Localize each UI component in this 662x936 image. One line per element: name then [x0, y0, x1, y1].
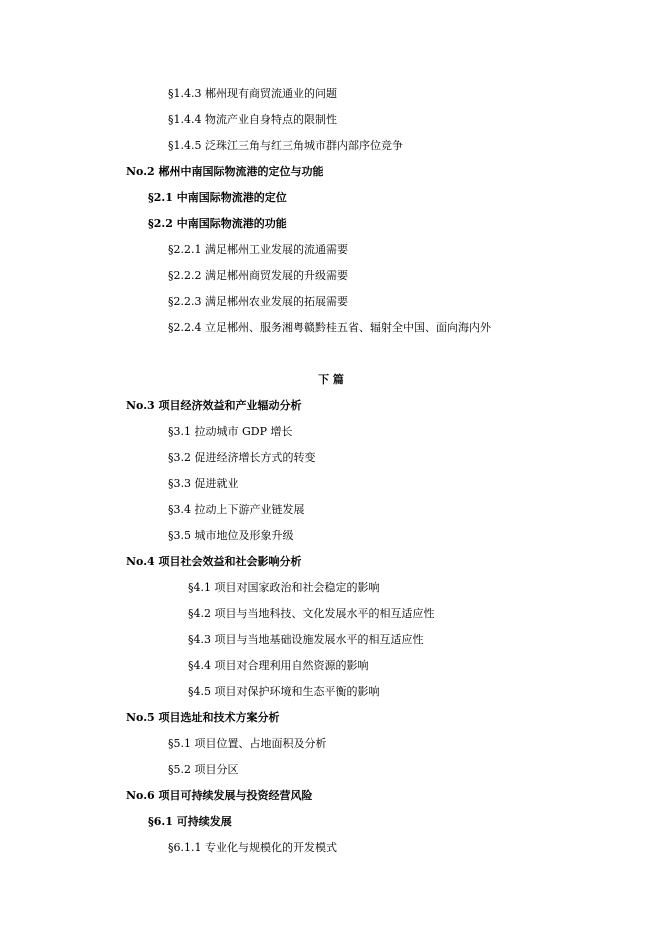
- toc-chapter-3[interactable]: No.3 项目经济效益和产业辐动分析: [126, 399, 302, 412]
- toc-entry-2-2-3[interactable]: §2.2.3 满足郴州农业发展的拓展需要: [168, 295, 348, 308]
- toc-entry-1-4-5[interactable]: §1.4.5 泛珠江三角与红三角城市群内部序位竞争: [168, 139, 403, 152]
- toc-entry-3-4[interactable]: §3.4 拉动上下游产业链发展: [168, 503, 305, 516]
- toc-entry-1-4-3[interactable]: §1.4.3 郴州现有商贸流通业的问题: [168, 87, 337, 100]
- toc-entry-2-2-2[interactable]: §2.2.2 满足郴州商贸发展的升级需要: [168, 269, 348, 282]
- toc-entry-1-4-4[interactable]: §1.4.4 物流产业自身特点的限制性: [168, 113, 337, 126]
- toc-entry-2-2-1[interactable]: §2.2.1 满足郴州工业发展的流通需要: [168, 243, 348, 256]
- toc-chapter-5[interactable]: No.5 项目选址和技术方案分析: [126, 711, 280, 724]
- toc-entry-4-3[interactable]: §4.3 项目与当地基础设施发展水平的相互适应性: [188, 633, 424, 646]
- part-heading: 下 篇: [318, 373, 344, 386]
- toc-section-6-1[interactable]: §6.1 可持续发展: [148, 815, 232, 828]
- toc-section-2-1[interactable]: §2.1 中南国际物流港的定位: [148, 191, 287, 204]
- toc-entry-4-5[interactable]: §4.5 项目对保护环境和生态平衡的影响: [188, 685, 380, 698]
- toc-entry-3-3[interactable]: §3.3 促进就业: [168, 477, 239, 490]
- toc-entry-2-2-4[interactable]: §2.2.4 立足郴州、服务湘粤赣黔桂五省、辐射全中国、面向海内外: [168, 321, 491, 334]
- toc-entry-3-2[interactable]: §3.2 促进经济增长方式的转变: [168, 451, 316, 464]
- toc-chapter-4[interactable]: No.4 项目社会效益和社会影响分析: [126, 555, 302, 568]
- toc-entry-4-2[interactable]: §4.2 项目与当地科技、文化发展水平的相互适应性: [188, 607, 435, 620]
- toc-entry-6-1-1[interactable]: §6.1.1 专业化与规模化的开发模式: [168, 841, 337, 854]
- toc-entry-5-2[interactable]: §5.2 项目分区: [168, 763, 239, 776]
- toc-section-2-2[interactable]: §2.2 中南国际物流港的功能: [148, 217, 287, 230]
- toc-chapter-6[interactable]: No.6 项目可持续发展与投资经营风险: [126, 789, 313, 802]
- toc-entry-5-1[interactable]: §5.1 项目位置、占地面积及分析: [168, 737, 327, 750]
- toc-entry-4-1[interactable]: §4.1 项目对国家政治和社会稳定的影响: [188, 581, 380, 594]
- toc-entry-3-1[interactable]: §3.1 拉动城市 GDP 增长: [168, 425, 293, 438]
- toc-chapter-2[interactable]: No.2 郴州中南国际物流港的定位与功能: [126, 165, 324, 178]
- toc-entry-3-5[interactable]: §3.5 城市地位及形象升级: [168, 529, 294, 542]
- toc-entry-4-4[interactable]: §4.4 项目对合理利用自然资源的影响: [188, 659, 369, 672]
